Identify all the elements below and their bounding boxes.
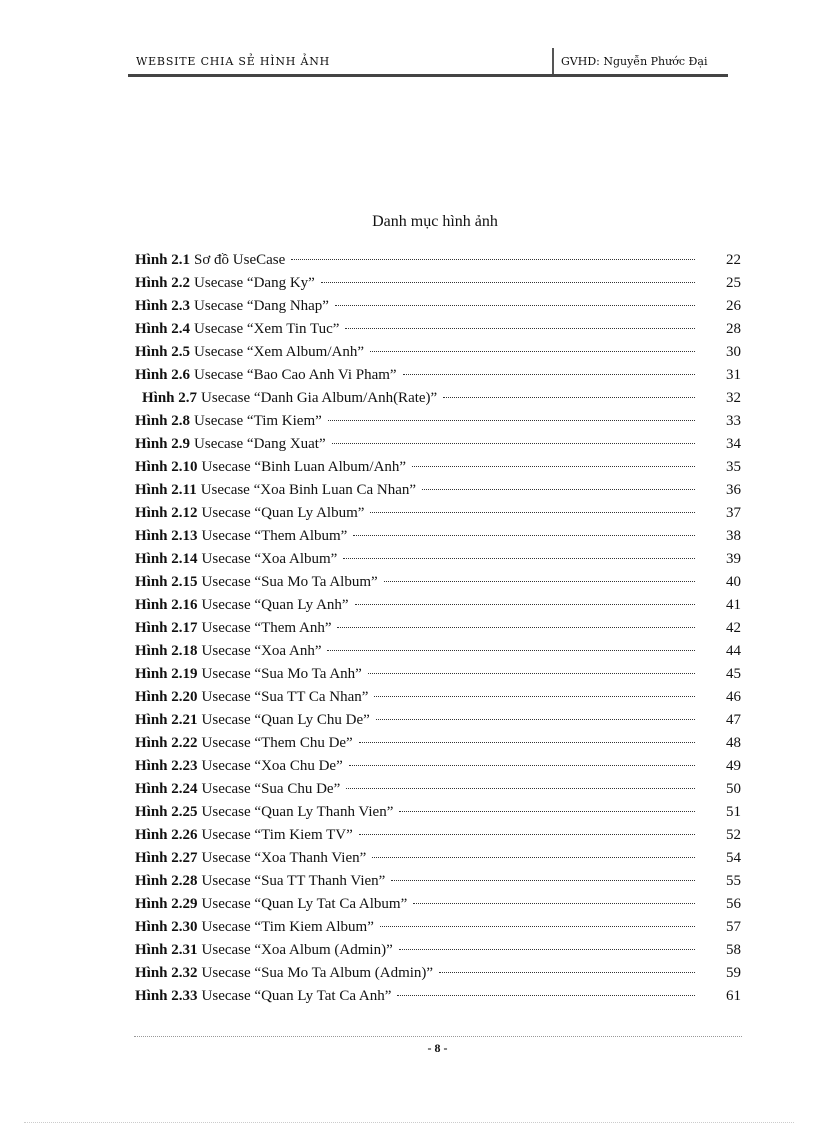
figure-caption: Usecase “Them Album” xyxy=(201,528,348,544)
dot-leader xyxy=(359,818,695,835)
dot-leader xyxy=(332,427,695,444)
dot-leader xyxy=(391,864,695,881)
dot-leader xyxy=(403,358,695,375)
figure-caption: Usecase “Sua Mo Ta Album” xyxy=(201,574,378,590)
figure-number: Hình 2.26 xyxy=(135,827,198,843)
figure-number: Hình 2.10 xyxy=(135,459,198,475)
figure-caption: Usecase “Dang Ky” xyxy=(194,275,315,291)
figure-number: Hình 2.27 xyxy=(135,850,198,866)
figure-number: Hình 2.1 xyxy=(135,252,191,268)
dot-leader xyxy=(413,887,695,904)
figure-page-number: 45 xyxy=(726,666,741,682)
figure-caption: Usecase “Tim Kiem Album” xyxy=(201,919,374,935)
figure-number: Hình 2.24 xyxy=(135,781,198,797)
figure-page-number: 38 xyxy=(726,528,741,544)
dot-leader xyxy=(337,611,695,628)
dot-leader xyxy=(399,795,695,812)
figure-page-number: 34 xyxy=(726,436,741,452)
figure-caption: Usecase “Sua TT Ca Nhan” xyxy=(201,689,369,705)
figure-caption: Usecase “Quan Ly Thanh Vien” xyxy=(201,804,394,820)
page-title: Danh mục hình ảnh xyxy=(372,213,498,230)
dot-leader xyxy=(343,542,695,559)
figure-caption: Usecase “Them Chu De” xyxy=(201,735,353,751)
figure-caption: Usecase “Danh Gia Album/Anh(Rate)” xyxy=(201,390,438,406)
running-header xyxy=(128,48,728,76)
figure-number: Hình 2.6 xyxy=(135,367,191,383)
figure-page-number: 46 xyxy=(726,689,741,705)
figure-page-number: 28 xyxy=(726,321,741,337)
header-divider xyxy=(552,48,554,74)
figure-page-number: 48 xyxy=(726,735,741,751)
figure-number: Hình 2.28 xyxy=(135,873,198,889)
dot-leader xyxy=(345,312,695,329)
figure-caption: Usecase “Xoa Album” xyxy=(201,551,338,567)
figure-number: Hình 2.31 xyxy=(135,942,198,958)
figure-caption: Usecase “Dang Nhap” xyxy=(194,298,329,314)
figure-number: Hình 2.18 xyxy=(135,643,198,659)
figure-caption: Usecase “Quan Ly Anh” xyxy=(201,597,349,613)
figure-page-number: 47 xyxy=(726,712,741,728)
figure-number: Hình 2.12 xyxy=(135,505,198,521)
dot-leader xyxy=(380,910,695,927)
dot-leader xyxy=(291,243,695,260)
figure-page-number: 58 xyxy=(726,942,741,958)
figure-caption: Usecase “Tim Kiem TV” xyxy=(201,827,353,843)
figure-page-number: 33 xyxy=(726,413,741,429)
dot-leader xyxy=(399,933,695,950)
figure-caption: Usecase “Xoa Chu De” xyxy=(201,758,343,774)
figure-page-number: 61 xyxy=(726,988,741,1004)
figure-caption: Usecase “Xoa Thanh Vien” xyxy=(201,850,367,866)
dot-leader xyxy=(376,703,695,720)
footer-rule xyxy=(134,1036,742,1037)
dot-leader xyxy=(335,289,695,306)
figure-page-number: 40 xyxy=(726,574,741,590)
figure-number: Hình 2.11 xyxy=(135,482,197,498)
figure-page-number: 54 xyxy=(726,850,741,866)
figure-caption: Usecase “Xem Tin Tuc” xyxy=(194,321,340,337)
figure-number: Hình 2.9 xyxy=(135,436,191,452)
figure-page-number: 31 xyxy=(726,367,741,383)
figure-number: Hình 2.19 xyxy=(135,666,198,682)
figure-page-number: 30 xyxy=(726,344,741,360)
dot-leader xyxy=(353,519,695,536)
figure-number: Hình 2.25 xyxy=(135,804,198,820)
figure-page-number: 32 xyxy=(726,390,741,406)
figure-number: Hình 2.5 xyxy=(135,344,191,360)
figure-list-item[interactable] xyxy=(135,983,741,1006)
figure-page-number: 25 xyxy=(726,275,741,291)
figure-number: Hình 2.20 xyxy=(135,689,198,705)
figure-caption: Usecase “Quan Ly Chu De” xyxy=(201,712,370,728)
figure-page-number: 51 xyxy=(726,804,741,820)
dot-leader xyxy=(349,749,695,766)
dot-leader xyxy=(443,381,695,398)
figure-number: Hình 2.3 xyxy=(135,298,191,314)
header-rule xyxy=(128,74,728,77)
figure-number: Hình 2.22 xyxy=(135,735,198,751)
dot-leader xyxy=(374,680,695,697)
dot-leader xyxy=(384,565,695,582)
dot-leader xyxy=(328,404,695,421)
figure-caption: Usecase “Xem Album/Anh” xyxy=(194,344,364,360)
figure-list xyxy=(135,247,741,1006)
figure-number: Hình 2.30 xyxy=(135,919,198,935)
dot-leader xyxy=(346,772,695,789)
figure-caption: Usecase “Dang Xuat” xyxy=(194,436,326,452)
dot-leader xyxy=(370,496,695,513)
figure-caption: Usecase “Quan Ly Tat Ca Anh” xyxy=(201,988,392,1004)
figure-caption: Usecase “Sua Chu De” xyxy=(201,781,341,797)
figure-number: Hình 2.16 xyxy=(135,597,198,613)
dot-leader xyxy=(422,473,695,490)
figure-number: Hình 2.7 xyxy=(142,390,198,406)
figure-caption: Usecase “Tim Kiem” xyxy=(194,413,322,429)
dot-leader xyxy=(412,450,695,467)
header-website-title: WEBSITE CHIA SẺ HÌNH ẢNH xyxy=(136,55,331,68)
figure-caption: Usecase “Xoa Album (Admin)” xyxy=(201,942,393,958)
header-advisor: GVHD: Nguyễn Phước Đại xyxy=(561,55,708,68)
figure-caption: Usecase “Xoa Binh Luan Ca Nhan” xyxy=(200,482,417,498)
figure-page-number: 41 xyxy=(726,597,741,613)
dot-leader xyxy=(397,979,695,996)
figure-page-number: 57 xyxy=(726,919,741,935)
figure-number: Hình 2.8 xyxy=(135,413,191,429)
dot-leader xyxy=(359,726,695,743)
figure-page-number: 36 xyxy=(726,482,741,498)
page-number: - 8 - xyxy=(427,1041,448,1055)
figure-page-number: 26 xyxy=(726,298,741,314)
dot-leader xyxy=(355,588,695,605)
figure-page-number: 50 xyxy=(726,781,741,797)
figure-number: Hình 2.4 xyxy=(135,321,191,337)
dot-leader xyxy=(370,335,695,352)
figure-number: Hình 2.2 xyxy=(135,275,191,291)
figure-page-number: 44 xyxy=(726,643,741,659)
dot-leader xyxy=(368,657,695,674)
figure-page-number: 55 xyxy=(726,873,741,889)
dot-leader xyxy=(321,266,695,283)
figure-caption: Usecase “Them Anh” xyxy=(201,620,332,636)
figure-page-number: 56 xyxy=(726,896,741,912)
figure-number: Hình 2.21 xyxy=(135,712,198,728)
figure-page-number: 35 xyxy=(726,459,741,475)
figure-page-number: 52 xyxy=(726,827,741,843)
figure-caption: Usecase “Sua TT Thanh Vien” xyxy=(201,873,386,889)
dot-leader xyxy=(372,841,695,858)
figure-number: Hình 2.23 xyxy=(135,758,198,774)
figure-caption: Sơ đồ UseCase xyxy=(194,252,286,268)
dot-leader xyxy=(439,956,695,973)
figure-caption: Usecase “Bao Cao Anh Vi Pham” xyxy=(194,367,397,383)
figure-number: Hình 2.33 xyxy=(135,988,198,1004)
figure-caption: Usecase “Sua Mo Ta Anh” xyxy=(201,666,362,682)
figure-page-number: 37 xyxy=(726,505,741,521)
figure-number: Hình 2.15 xyxy=(135,574,198,590)
figure-page-number: 39 xyxy=(726,551,741,567)
figure-caption: Usecase “Sua Mo Ta Album (Admin)” xyxy=(201,965,434,981)
figure-page-number: 49 xyxy=(726,758,741,774)
figure-caption: Usecase “Xoa Anh” xyxy=(201,643,322,659)
figure-number: Hình 2.13 xyxy=(135,528,198,544)
figure-caption: Usecase “Quan Ly Tat Ca Album” xyxy=(201,896,408,912)
figure-page-number: 59 xyxy=(726,965,741,981)
figure-number: Hình 2.17 xyxy=(135,620,198,636)
figure-caption: Usecase “Quan Ly Album” xyxy=(201,505,365,521)
figure-page-number: 42 xyxy=(726,620,741,636)
figure-caption: Usecase “Binh Luan Album/Anh” xyxy=(201,459,407,475)
figure-number: Hình 2.14 xyxy=(135,551,198,567)
figure-page-number: 22 xyxy=(726,252,741,268)
figure-number: Hình 2.32 xyxy=(135,965,198,981)
figure-number: Hình 2.29 xyxy=(135,896,198,912)
dot-leader xyxy=(327,634,695,651)
